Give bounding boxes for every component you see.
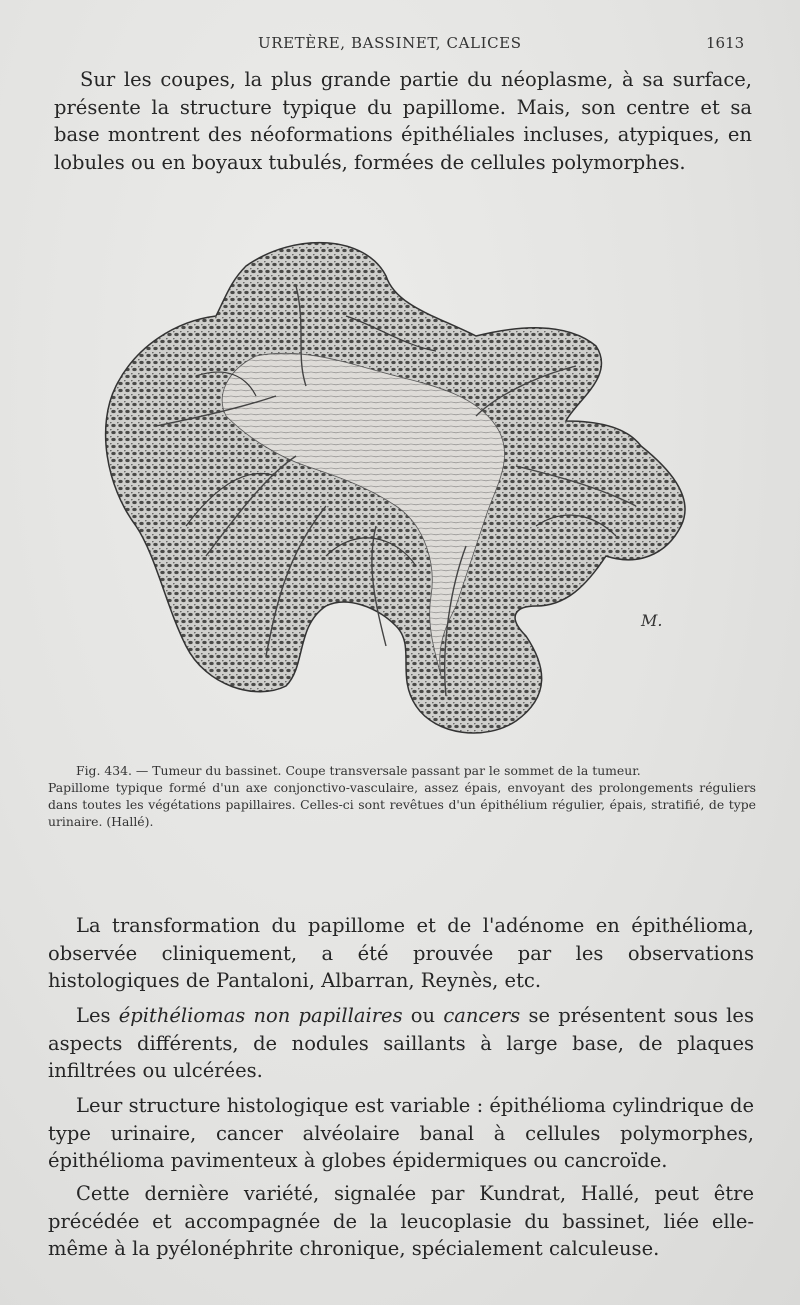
- caption-label: Fig. 434.: [76, 763, 132, 778]
- running-head: URETÈRE, BASSINET, CALICES: [258, 34, 522, 52]
- page-number: 1613: [706, 34, 745, 52]
- p3-mid: ou: [410, 1004, 436, 1027]
- p3-end: se présentent sous les aspects différents, de nodules saillants à large base, de plaques infiltrées ou ulcérées.: [48, 1004, 754, 1083]
- paragraph-2: La transformation du papillome et de l'adénome en épithélioma, observée cliniquement, a été prouvée par les observations histologiques de Pantaloni, Albarran, Reynès, etc.: [48, 914, 754, 993]
- page-header: [0, 34, 800, 58]
- figure-illustration: [96, 226, 700, 746]
- artist-signature: M.: [641, 611, 663, 630]
- tumor-histology-drawing: [96, 226, 700, 746]
- paragraph-3: [48, 1002, 754, 1085]
- caption-title: — Tumeur du bassinet. Coupe transversale passant par le sommet de la tumeur.: [135, 763, 641, 778]
- p3-em-epitheliomas: épithéliomas non papillaires: [118, 1004, 403, 1027]
- caption-body: Papillome typique formé d'un axe conjonctivo-vasculaire, assez épais, envoyant des prolongements réguliers dans toutes les végétations papillaires. Celles-ci sont revêtues d'un épithélium régulier, épais, stratifié, de type urinaire. (Hallé).: [48, 780, 756, 829]
- paragraph-5: Cette dernière variété, signalée par Kundrat, Hallé, peut être précédée et accompagnée de la leucoplasie du bassinet, liée elle-même à la pyélonéphrite chronique, spécialement calculeuse.: [48, 1182, 754, 1261]
- paragraph-4: Leur structure histologique est variable : épithélioma cylindrique de type urinaire, cancer alvéolaire banal à cellules polymorphes, épithélioma pavimenteux à globes épidermiques ou cancroïde.: [48, 1094, 754, 1173]
- p3-em-cancers: cancers: [443, 1004, 521, 1027]
- figure-caption: [48, 762, 756, 830]
- p3-start: Les: [76, 1004, 111, 1027]
- paragraph-1: Sur les coupes, la plus grande partie du néoplasme, à sa surface, présente la structure typique du papillome. Mais, son centre et sa base montrent des néoformations épithéliales incluses, atypiques, en lobules ou en boyaux tubulés, formées de cellules polymorphes.: [54, 68, 752, 174]
